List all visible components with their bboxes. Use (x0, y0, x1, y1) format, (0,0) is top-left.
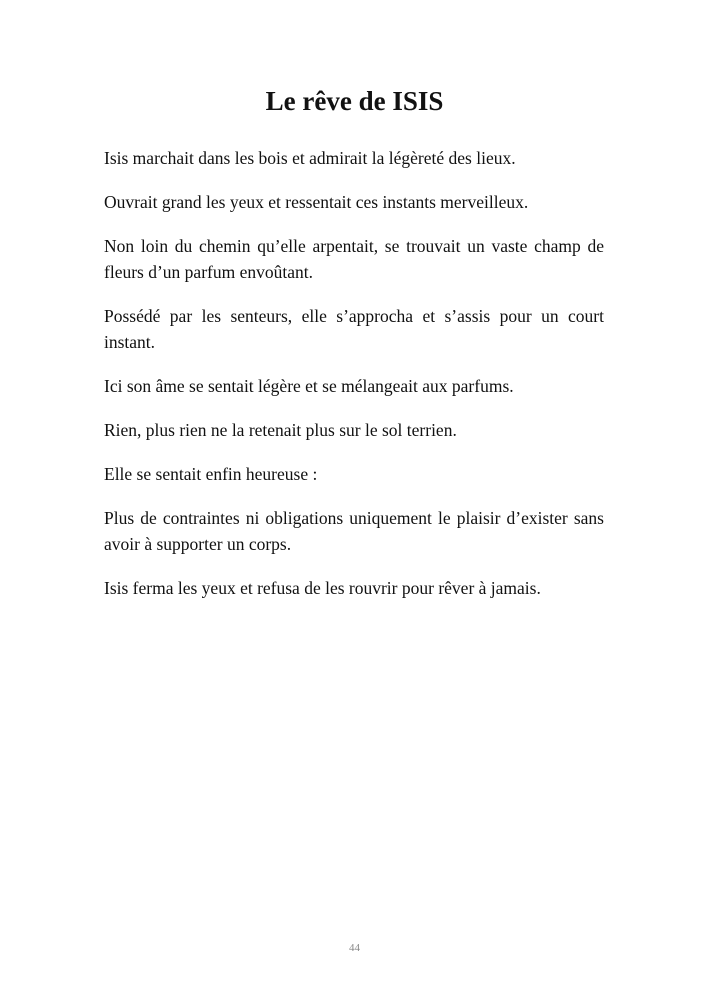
paragraph-7: Elle se sentait enfin heureuse : (104, 464, 318, 484)
paragraph-1: Isis marchait dans les bois et admirait la légèreté des lieux. (104, 148, 516, 168)
poem-body (104, 145, 604, 619)
paragraph-6: Rien, plus rien ne la retenait plus sur le sol terrien. (104, 420, 457, 440)
paragraph-5: Ici son âme se sentait légère et se mélangeait aux parfums. (104, 376, 514, 396)
paragraph-3: Non loin du chemin qu’elle arpentait, se trouvait un vaste champ de fleurs d’un parfum envoûtant. (104, 236, 604, 282)
paragraph-2: Ouvrait grand les yeux et ressentait ces instants merveilleux. (104, 192, 529, 212)
page-title: Le rêve de ISIS (265, 86, 444, 116)
paragraph-4: Possédé par les senteurs, elle s’approcha et s’assis pour un court instant. (104, 306, 604, 352)
paragraph-9: Isis ferma les yeux et refusa de les rouvrir pour rêver à jamais. (104, 578, 541, 598)
paragraph-8: Plus de contraintes ni obligations uniquement le plaisir d’exister sans avoir à supporter un corps. (104, 508, 604, 554)
page-number: 44 (349, 942, 360, 954)
